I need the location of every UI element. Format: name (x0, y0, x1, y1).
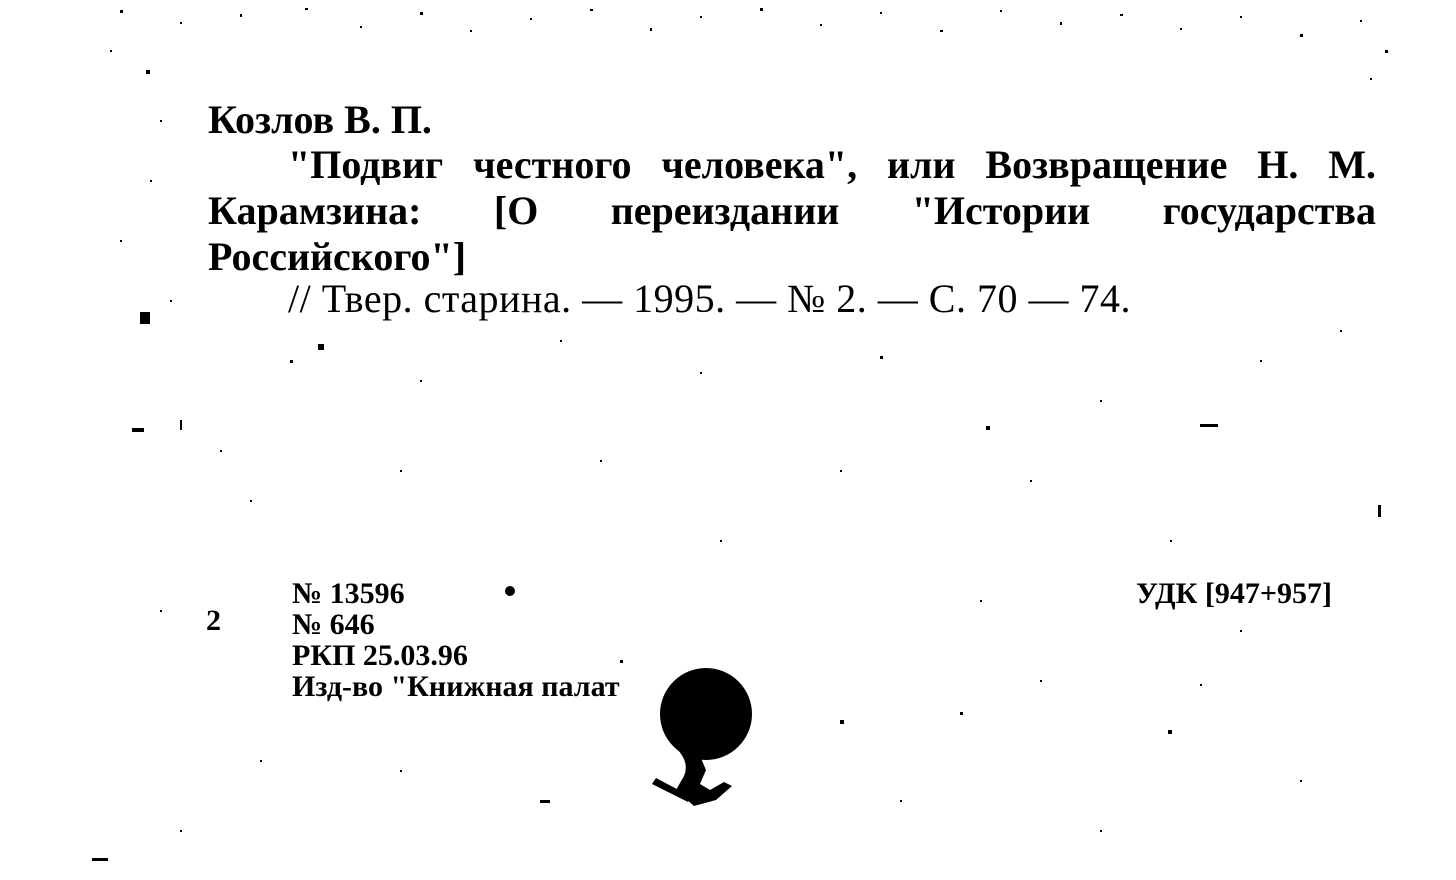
work-title: "Подвиг честного человека", или Возвращение Н. М. Карамзина: [О переиздании "Истории государства Российского"] (208, 142, 1376, 279)
rkp-date: РКП 25.03.96 (292, 639, 468, 672)
registration-number: № 13596 (292, 577, 405, 610)
bullet-dot (505, 586, 515, 596)
udk-code: УДК [947+957] (1136, 577, 1332, 610)
registration-info (292, 578, 620, 702)
source-citation: // Твер. старина. — 1995. — № 2. — С. 70 — 74. (288, 276, 1131, 321)
publisher-line: Изд-во "Книжная палат (292, 670, 620, 703)
record-number: № 646 (292, 608, 375, 641)
card-side-number: 2 (206, 604, 221, 637)
author-name: Козлов В. П. (208, 97, 432, 142)
